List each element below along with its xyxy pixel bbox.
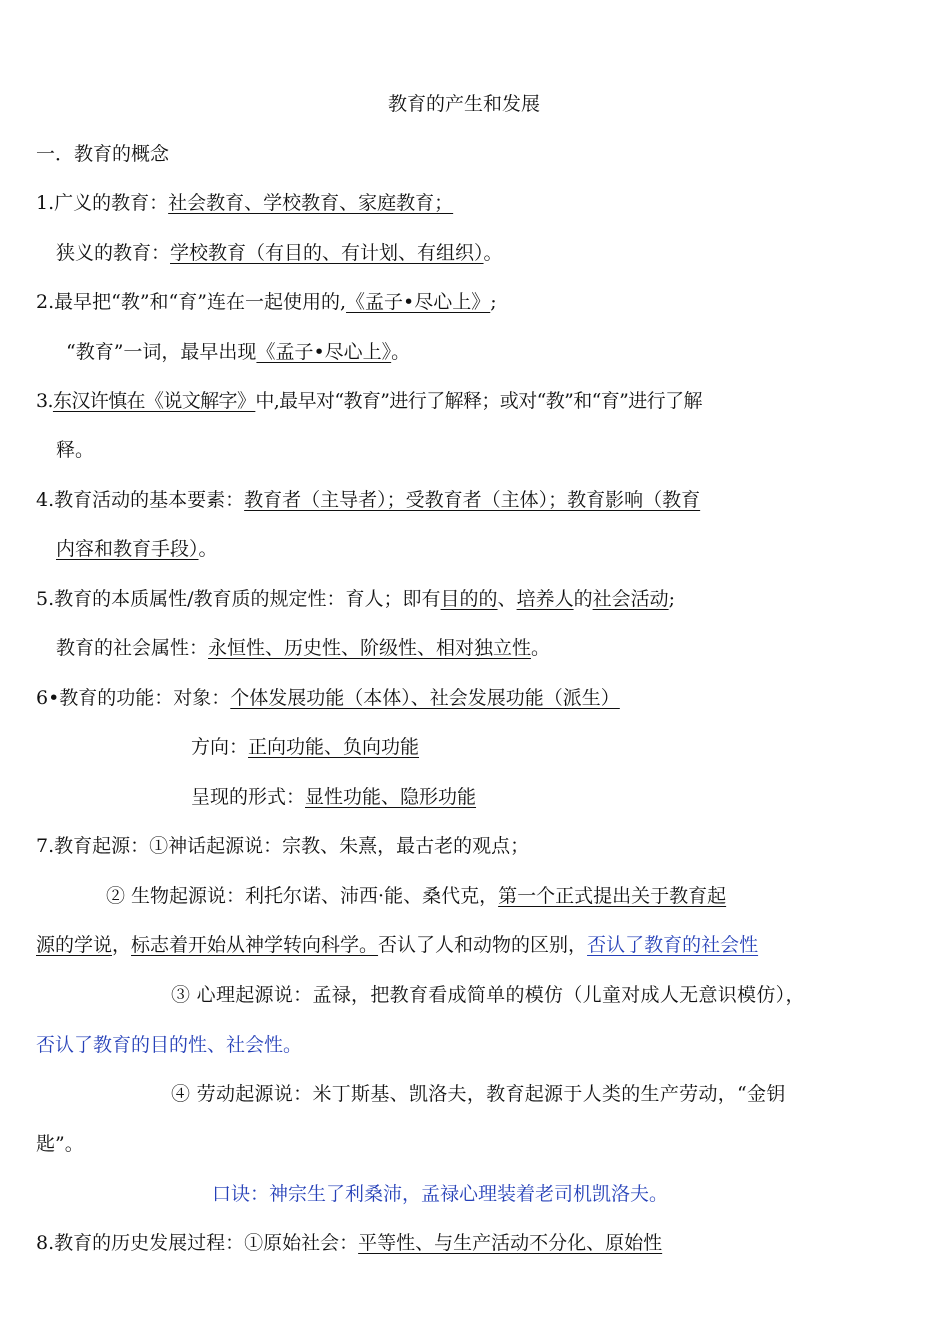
underlined-text: 标志着开始从神学转向科学。 (131, 934, 379, 956)
line-18 (36, 1033, 302, 1057)
text: 匙”。 (36, 1133, 84, 1155)
line-3 (36, 290, 497, 314)
line-12 (191, 735, 419, 759)
blue-text: 否认了教育的目的性、社会性。 (36, 1034, 303, 1056)
underlined-text: 社会活动 (592, 588, 669, 610)
text: 的 (573, 588, 593, 610)
line-5 (36, 389, 702, 413)
line-11 (36, 686, 620, 710)
underlined-text: 个体发展功能（本体）、社会发展功能（派生） (230, 687, 620, 709)
text: 方向： (191, 736, 249, 758)
underlined-text: 《孟子•尽心上》 (346, 291, 491, 313)
text: 6•教育的功能：对象： (36, 687, 231, 709)
underlined-text: 源的学说 (36, 934, 113, 956)
underlined-text: 目的的 (440, 588, 498, 610)
line-15 (106, 884, 726, 908)
text: 7.教育起源：①神话起源说：宗教、朱熹，最古老的观点； (36, 835, 530, 857)
mnemonic-line (212, 1182, 668, 1206)
underlined-text: 第一个正式提出关于教育起 (498, 885, 727, 907)
underlined-text: 平等性、与生产活动不分化、原始性 (358, 1232, 663, 1254)
doc-title: 教育的产生和发展 (388, 93, 541, 115)
text: 。 (198, 538, 218, 560)
text: 1.广义的教育： (36, 192, 169, 214)
text: ; (668, 588, 676, 610)
text: 狭义的教育： (56, 242, 171, 264)
text: ④ 劳动起源说：米丁斯基、凯洛夫，教育起源于人类的生产劳动，“金钥 (171, 1083, 786, 1105)
line-2 (56, 241, 503, 265)
text: 否认了人和动物的区别， (378, 934, 588, 956)
line-9 (36, 587, 675, 611)
line-1 (36, 191, 453, 215)
text: ② 生物起源说：利托尔诺、沛西·能、桑代克， (106, 885, 499, 907)
line-7 (36, 488, 700, 512)
text: 。 (483, 242, 503, 264)
line-19 (171, 1082, 786, 1106)
underlined-text: 东汉许慎在《说文解字》 (52, 390, 256, 412)
text: 教育的社会属性： (56, 637, 209, 659)
text: ; (490, 291, 497, 313)
text: 2.最早把“教”和“育”连在一起使用的, (36, 291, 347, 313)
text: 4.教育活动的基本要素： (36, 489, 245, 511)
line-13 (191, 785, 476, 809)
text: 。 (531, 637, 551, 659)
text: 呈现的形式： (191, 786, 306, 808)
text: 8.教育的历史发展过程：①原始社会： (36, 1232, 359, 1254)
blue-underlined-text: 否认了教育的社会性 (587, 934, 759, 956)
underlined-text: 正向功能、负向功能 (248, 736, 420, 758)
underlined-text: 内容和教育手段） (56, 538, 199, 560)
underlined-text: 教育者（主导者）；受教育者（主体）；教育影响（教育 (244, 489, 701, 511)
line-6 (56, 438, 94, 462)
line-16 (36, 933, 758, 957)
text: ， (112, 934, 132, 956)
underlined-text: 永恒性、历史性、阶级性、相对独立性 (208, 637, 532, 659)
text: 5.教育的本质属性/教育质的规定性：育人；即有 (36, 588, 441, 610)
line-14 (36, 834, 529, 858)
line-10 (56, 636, 550, 660)
text: 中,最早对“教育”进行了解释；或对“教”和“育”进行了解 (255, 390, 702, 412)
underlined-text: 社会教育、学校教育、家庭教育； (168, 192, 454, 214)
text: 3. (36, 390, 53, 412)
underlined-text: 培养人 (516, 588, 574, 610)
text: 释。 (56, 439, 95, 461)
underlined-text: 《孟子•尽心上》 (256, 341, 392, 363)
line-20 (36, 1132, 84, 1156)
text: ③ 心理起源说：孟禄，把教育看成简单的模仿（儿童对成人无意识模仿）， (171, 984, 805, 1006)
line-8 (56, 537, 218, 561)
text: 。 (391, 341, 411, 363)
underlined-text: 显性功能、隐形功能 (305, 786, 477, 808)
line-22 (36, 1231, 662, 1255)
underlined-text: 学校教育（有目的、有计划、有组织） (170, 242, 484, 264)
text: 、 (497, 588, 517, 610)
text: “教育”一词，最早出现 (66, 341, 257, 363)
section-heading: 一．教育的概念 (36, 143, 170, 165)
blue-text: 口诀：神宗生了利桑沛，孟禄心理装着老司机凯洛夫。 (212, 1183, 669, 1205)
line-17 (171, 983, 805, 1007)
line-4 (66, 340, 410, 364)
